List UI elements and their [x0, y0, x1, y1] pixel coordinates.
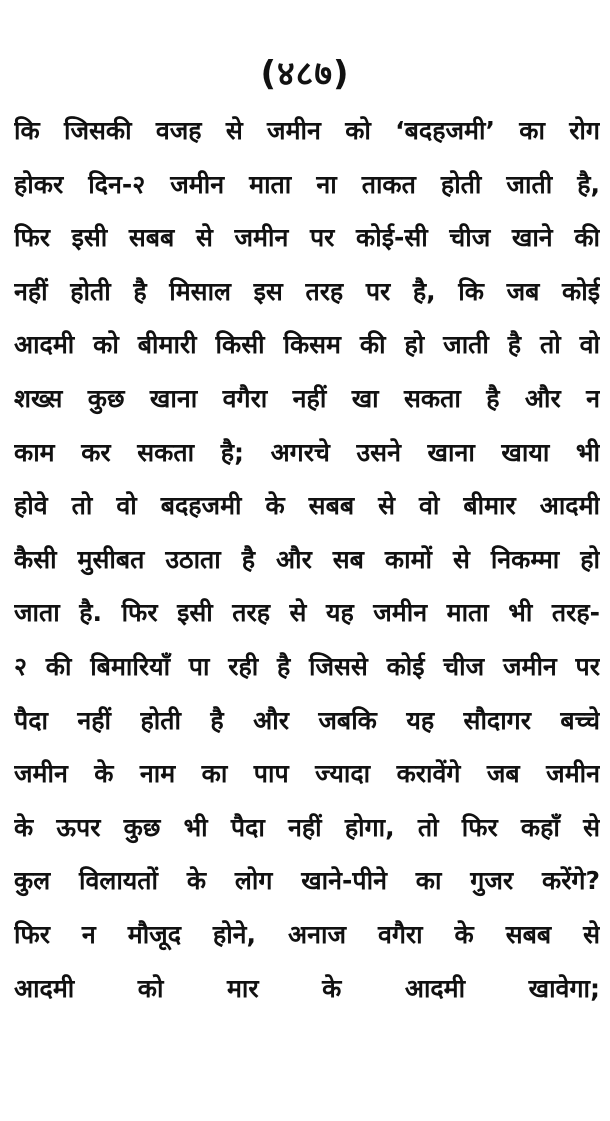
- text-line: जाता है. फिर इसी तरह से यह जमीन माता भी तरह-: [14, 598, 600, 628]
- text-line: काम कर सकता है; अगरचे उसने खाना खाया भी: [14, 437, 600, 467]
- text-line: शख्स कुछ खाना वगैरा नहीं खा सकता है और न: [14, 383, 600, 413]
- text-line: नहीं होती है मिसाल इस तरह पर है, कि जब कोई: [14, 276, 600, 306]
- text-line: जमीन के नाम का पाप ज्यादा करावेंगे जब जमीन: [14, 759, 600, 789]
- text-line: फिर इसी सबब से जमीन पर कोई-सी चीज खाने की: [14, 223, 600, 253]
- text-line: कुल विलायतों के लोग खाने-पीने का गुजर करेंगे?: [14, 866, 600, 896]
- text-line: आदमी को मार के आदमी खावेगा;: [14, 973, 600, 1003]
- text-line: होवे तो वो बदहजमी के सबब से वो बीमार आदमी: [14, 491, 600, 521]
- text-line: कैसी मुसीबत उठाता है और सब कामों से निकम्मा हो: [14, 544, 600, 574]
- text-line: होकर दिन-२ जमीन माता ना ताकत होती जाती है,: [14, 169, 600, 199]
- body-text: [14, 104, 600, 1015]
- text-line: कि जिसकी वजह से जमीन को ‘बदहजमी’ का रोग: [14, 116, 600, 145]
- text-line: आदमी को बीमारी किसी किसम की हो जाती है तो वो: [14, 330, 600, 360]
- page-number: (४८७): [260, 54, 350, 94]
- text-line: के ऊपर कुछ भी पैदा नहीं होगा, तो फिर कहाँ से: [14, 812, 600, 842]
- text-line: २ की बिमारियाँ पा रही है जिससे कोई चीज जमीन पर: [14, 651, 600, 681]
- text-line: फिर न मौजूद होने, अनाज वगैरा के सबब से: [14, 919, 600, 949]
- text-line: पैदा नहीं होती है और जबकि यह सौदागर बच्चे: [14, 705, 600, 735]
